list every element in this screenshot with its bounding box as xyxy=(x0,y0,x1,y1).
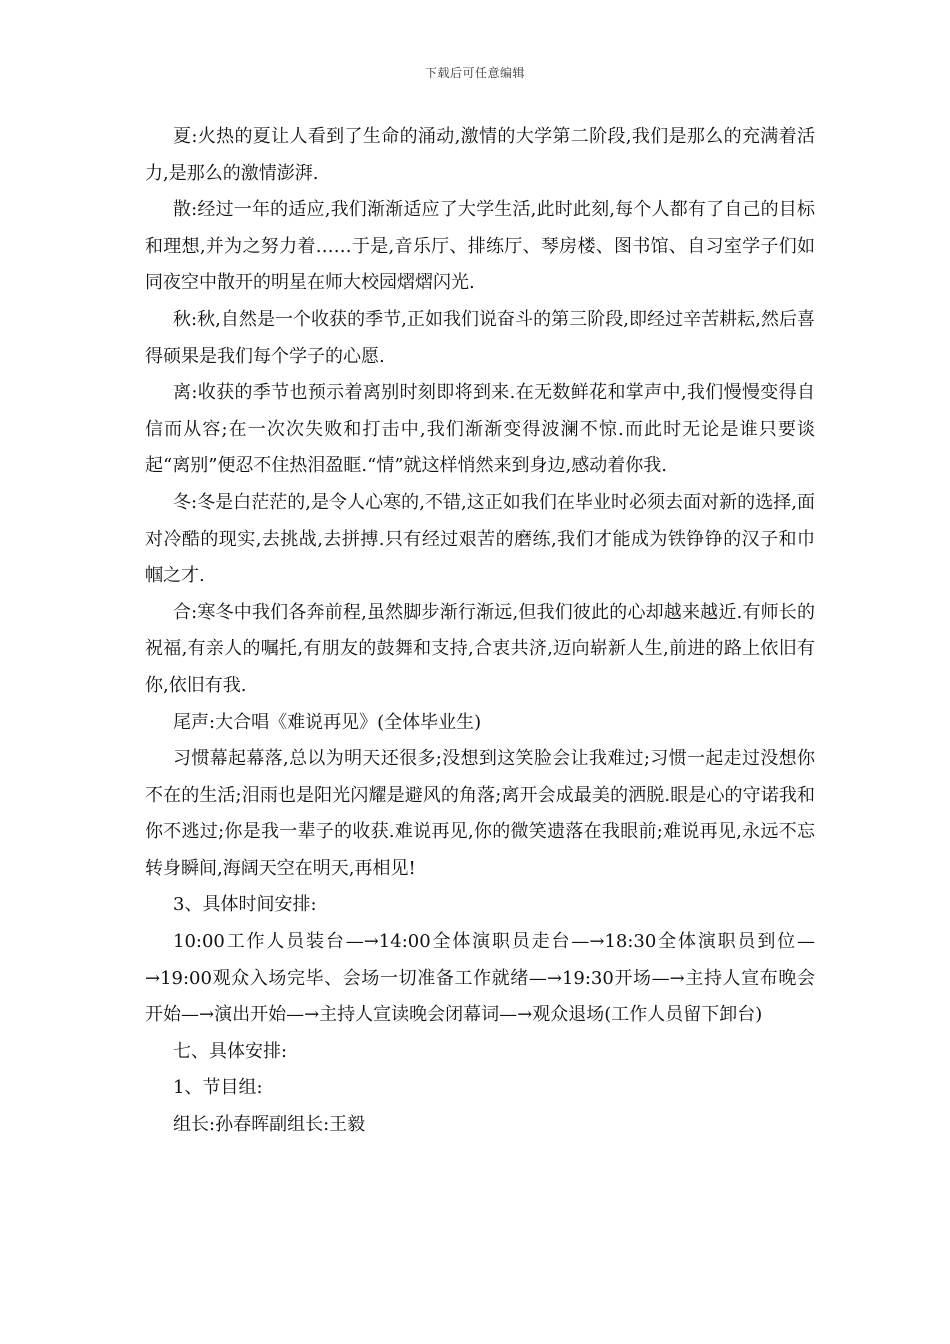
document-body xyxy=(145,119,815,1144)
paragraph-reunion: 合:寒冬中我们各奔前程,虽然脚步渐行渐远,但我们彼此的心却越来越近.有师长的祝福,有亲人的嘱托,有朋友的鼓舞和支持,合衷共济,迈向崭新人生,前进的路上依旧有你,依旧有我. xyxy=(145,601,815,696)
paragraph-lyrics: 习惯幕起幕落,总以为明天还很多;没想到这笑脸会让我难过;习惯一起走过没想你不在的生活;泪雨也是阳光闪耀是避风的角落;离开会成最美的洒脱.眼是心的守诺我和你不逃过;你是我一辈子的收获.难说再见,你的微笑遗落在我眼前;难说再见,永远不忘转身瞬间,海阔天空在明天,再相见! xyxy=(145,748,815,879)
paragraph-finale: 尾声:大合唱《难说再见》(全体毕业生) xyxy=(173,711,482,733)
section-heading-program-group: 1、节目组: xyxy=(173,1077,263,1099)
section-heading-schedule: 3、具体时间安排: xyxy=(173,894,317,916)
paragraph-parting: 离:收获的季节也预示着离别时刻即将到来.在无数鲜花和掌声中,我们慢慢变得自信而从容;在一次次失败和打击中,我们渐渐变得波澜不惊.而此时无论是谁只要谈起“离别”便忍不住热泪盈眶.“情”就这样悄然来到身边,感动着你我. xyxy=(145,382,815,477)
paragraph-scatter: 散:经过一年的适应,我们渐渐适应了大学生活,此时此刻,每个人都有了自己的目标和理想,并为之努力着……于是,音乐厅、排练厅、琴房楼、图书馆、自习室学子们如同夜空中散开的明星在师大校园熠熠闪光. xyxy=(145,199,815,294)
section-heading-arrangement: 七、具体安排: xyxy=(173,1040,288,1062)
paragraph-summer: 夏:火热的夏让人看到了生命的涌动,激情的大学第二阶段,我们是那么的充满着活力,是那么的激情澎湃. xyxy=(145,126,815,184)
paragraph-winter: 冬:冬是白茫茫的,是令人心寒的,不错,这正如我们在毕业时必须去面对新的选择,面对冷酷的现实,去挑战,去拼搏.只有经过艰苦的磨练,我们才能成为铁铮铮的汉子和巾帼之才. xyxy=(145,491,815,587)
paragraph-group-leaders: 组长:孙春晖副组长:王毅 xyxy=(173,1114,366,1136)
paragraph-autumn: 秋:秋,自然是一个收获的季节,正如我们说奋斗的第三阶段,即经过辛苦耕耘,然后喜得硕果是我们每个学子的心愿. xyxy=(145,308,815,367)
page-header-note: 下载后可任意编辑 xyxy=(424,66,525,80)
paragraph-schedule: 10:00工作人员装台—→14:00全体演职员走台—→18:30全体演职员到位—→19:00观众入场完毕、会场一切准备工作就绪—→19:30开场—→主持人宣布晚会开始—→演出开始—→主持人宣读晚会闭幕词—→观众退场(工作人员留下卸台) xyxy=(145,931,815,1026)
